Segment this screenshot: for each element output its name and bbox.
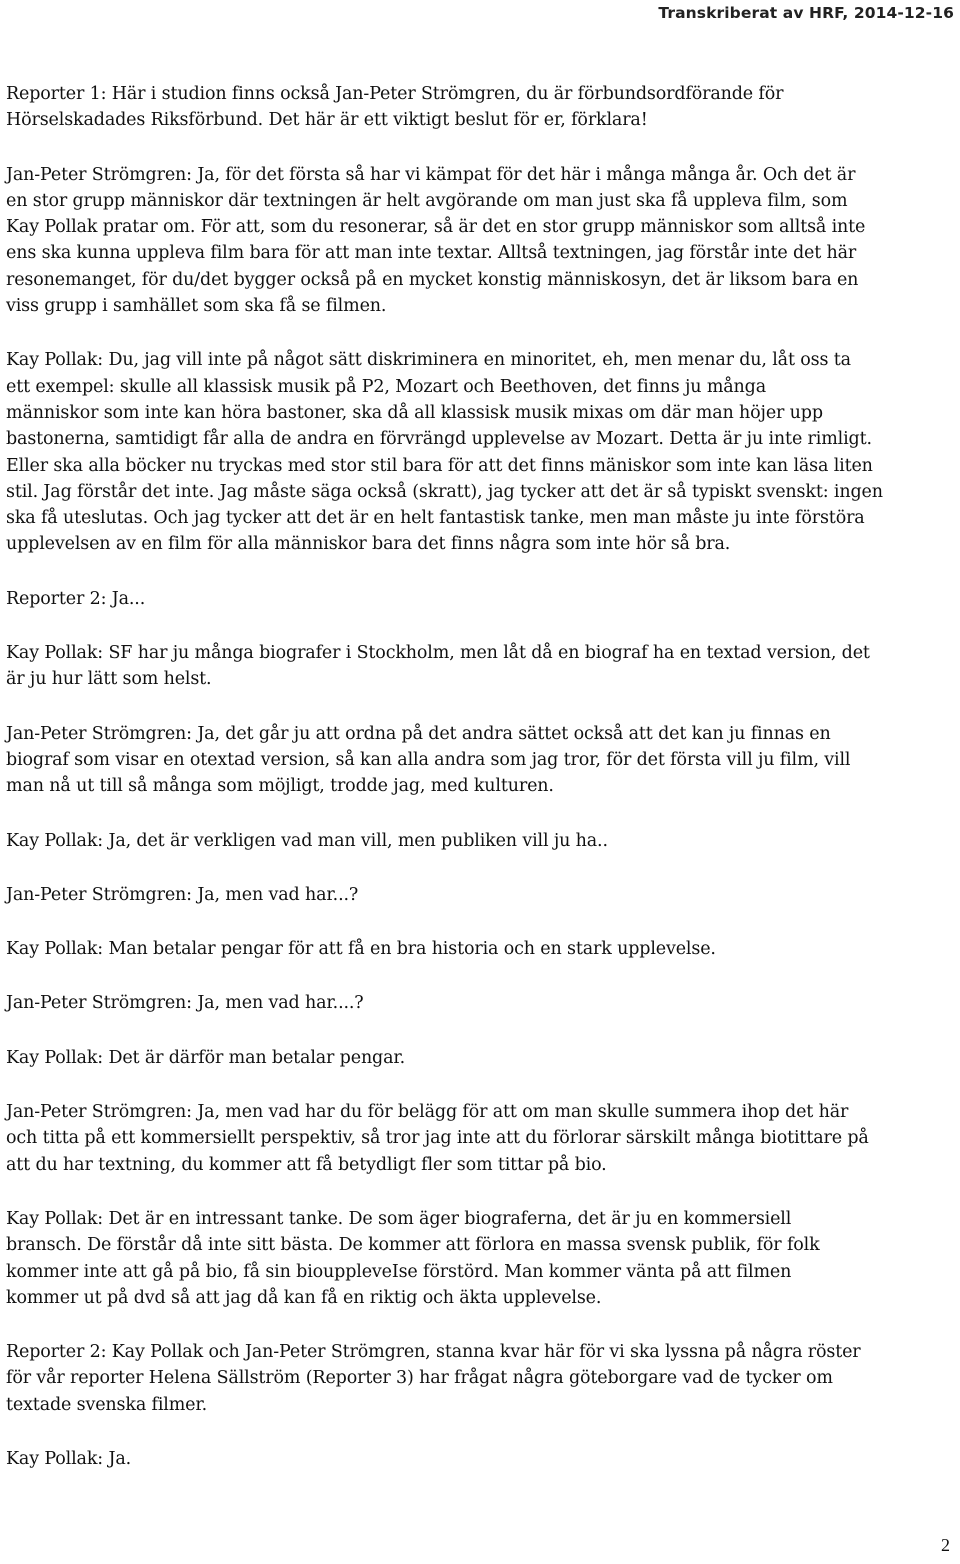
paragraph-pollak-7: Kay Pollak: Ja. [6, 1448, 132, 1469]
paragraph-reporter-2a: Reporter 2: Ja... [6, 588, 146, 609]
paragraph-pollak-4: Kay Pollak: Man betalar pengar för att få en bra historia och en stark upplevelse. [6, 939, 716, 960]
paragraph-reporter-2b: Reporter 2: Kay Pollak och Jan-Peter Strömgren, stanna kvar här för vi ska lyssna på några röster för vår reporter Helena Sällström (Reporter 3) har frågat några göteborgare vad de tycker om textade svenska filmer. [6, 1342, 861, 1415]
page-header: Transkriberat av HRF, 2014-12-16 [658, 4, 954, 22]
paragraph-stromgren-4: Jan-Peter Strömgren: Ja, men vad har....? [6, 993, 364, 1014]
transcript-body [6, 81, 956, 1500]
paragraph-stromgren-2: Jan-Peter Strömgren: Ja, det går ju att ordna på det andra sättet också att det kan ju finnas en biograf som visar en otextad version, så kan alla andra som jag tror, för det första vill ju film, vill man nå ut till så många som möjligt, trodde jag, med kulturen. [6, 723, 851, 797]
paragraph-stromgren-3: Jan-Peter Strömgren: Ja, men vad har...? [6, 884, 359, 905]
paragraph-pollak-2: Kay Pollak: SF har ju många biografer i Stockholm, men låt då en biograf ha en textad version, det är ju hur lätt som helst. [6, 643, 870, 690]
paragraph-stromgren-5: Jan-Peter Strömgren: Ja, men vad har du för belägg för att om man skulle summera ihop det här och titta på ett kommersiellt perspektiv, så tror jag inte att du förlorar särskilt många biotittare på att du har textning, du kommer att få betydligt fler som tittar på bio. [6, 1102, 869, 1175]
paragraph-pollak-1: Kay Pollak: Du, jag vill inte på något sätt diskriminera en minoritet, eh, men menar du, låt oss ta ett exempel: skulle all klassisk musik på P2, Mozart och Beethoven, det finns ju många människor som inte kan höra bastoner, ska då all klassisk musik mixas om där man höjer upp bastonerna, samtidigt får alla de andra en förvrängd upplevelse av Mozart. Detta är ju inte rimligt. Eller ska alla böcker nu tryckas med stor stil bara för att det finns mäniskor som inte kan läsa liten stil. Jag förstår det inte. Jag måste säga också (skratt), jag tycker att det är så typiskt svenskt: ingen ska få uteslutas. Och jag tycker att det är en helt fantastisk tanke, men man måste ju inte förstöra upplevelsen av en film för alla människor bara det finns några som inte hör så bra. [6, 350, 883, 555]
paragraph-reporter-1: Reporter 1: Här i studion finns också Jan-Peter Strömgren, du är förbundsordförande för Hörselskadades Riksförbund. Det här är ett viktigt beslut för er, förklara! [6, 84, 784, 131]
paragraph-pollak-3: Kay Pollak: Ja, det är verkligen vad man vill, men publiken vill ju ha.. [6, 830, 608, 851]
page-number: 2 [941, 1535, 950, 1555]
paragraph-pollak-5: Kay Pollak: Det är därför man betalar pengar. [6, 1047, 406, 1068]
paragraph-stromgren-1: Jan-Peter Strömgren: Ja, för det första så har vi kämpat för det här i många många år. Och det är en stor grupp människor där textningen är helt avgörande om man just ska få uppleva film, som Kay Pollak pratar om. För att, som du resonerar, så är det en stor grupp människor som alltså inte ens ska kunna uppleva film bara för att man inte textar. Alltså textningen, jag förstår inte det här resonemanget, för du/det bygger också på en mycket konstig människosyn, det är liksom bara en viss grupp i samhället som ska få se filmen. [6, 164, 866, 317]
paragraph-pollak-6: Kay Pollak: Det är en intressant tanke. De som äger biograferna, det är ju en kommersiell bransch. De förstår då inte sitt bästa. De kommer att förlora en massa svensk publik, för folk kommer inte att gå på bio, få sin biouppleveIse förstörd. Man kommer vänta på att filmen kommer ut på dvd så att jag då kan få en riktig och äkta upplevelse. [6, 1208, 820, 1308]
